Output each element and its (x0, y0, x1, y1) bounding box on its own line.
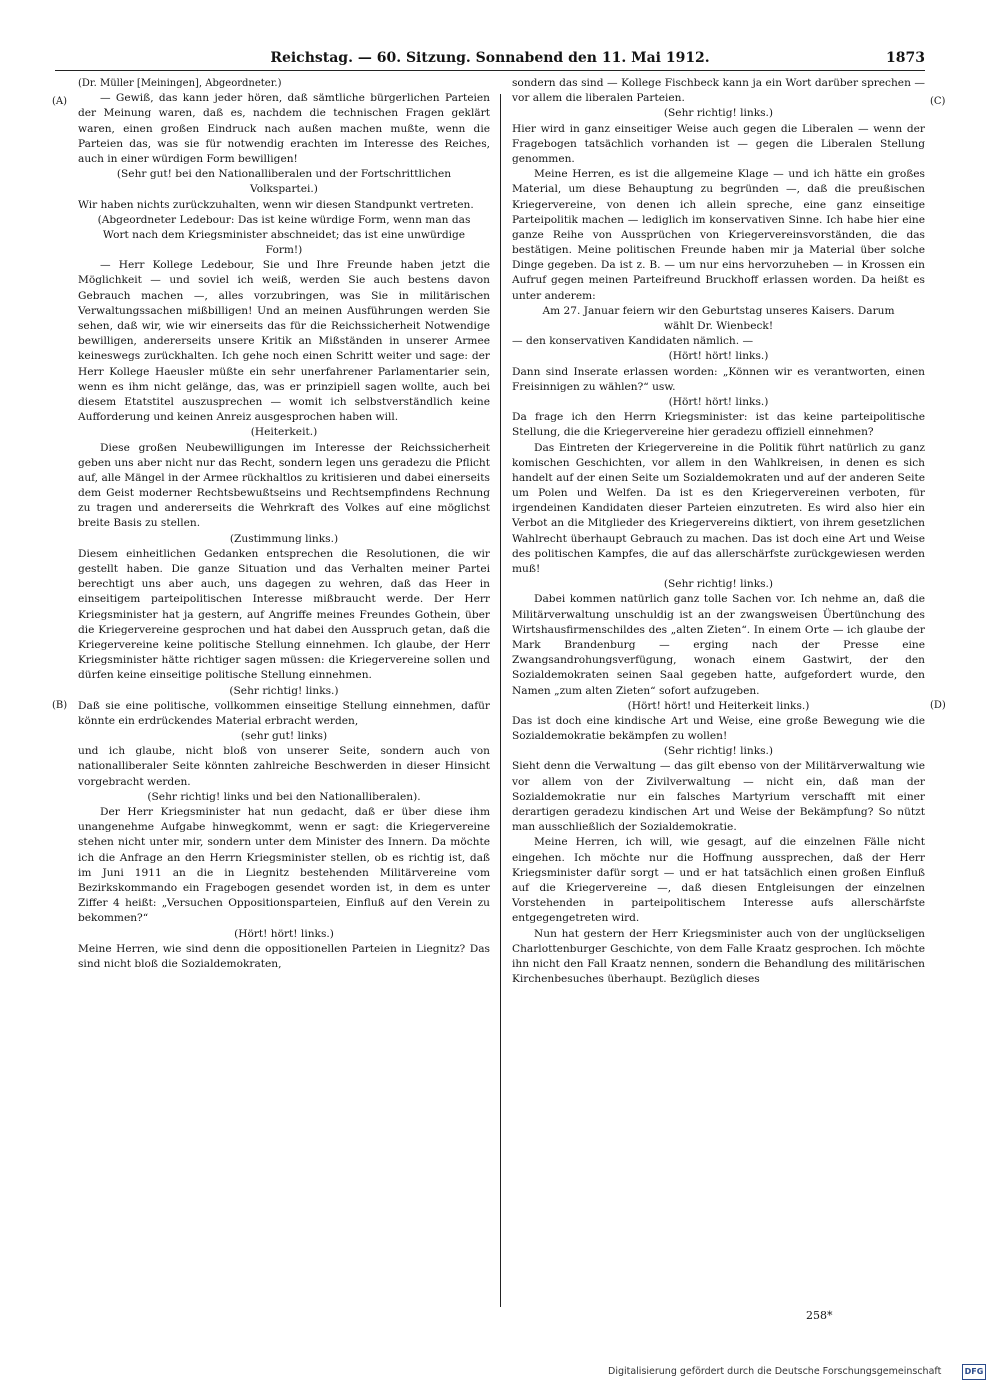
interjection: (sehr gut! links) (240, 730, 328, 743)
paragraph: Daß sie eine politische, vollkommen einseitige Stellung einnehmen, dafür könnte ein erdrückendes Material erbracht werden, (78, 699, 490, 727)
paragraph: — den konservativen Kandidaten nämlich. — (512, 335, 754, 348)
paragraph: Hier wird in ganz einseitiger Weise auch gegen die Liberalen — wenn der Fragebogen tatsächlich vorhanden ist — gegen die Liberalen Stellung genommen. (512, 122, 925, 165)
paragraph: — Herr Kollege Ledebour, Sie und Ihre Freunde haben jetzt die Möglichkeit — und soviel ich weiß, werden Sie auch bestens davon Gebrauch machen —, alles vorzubringen, was Sie in militärischen Verwaltungssachen mißbilligen! Und an meinen Ausführungen werden Sie sehen, daß wir, wie wir einerseits das für die Reichssicherheit Notwendige bewilligen, andererseits unsere Kritik an Mißständen in unserer Armee keineswegs zurückhalten. Ich gehe noch einen Schritt weiter und sage: der Herr Kollege Haeusler müßte ein sehr unerfahrener Parlamentarier sein, wenn es ihm nicht gelänge, das, was er prinzipiell sagen wollte, auch bei diesem Etatstitel auszusprechen — womit ich selbstverständlich keine Aufforderung und keinen Anreiz ausgesprochen haben will. (78, 259, 490, 424)
paragraph: Sieht denn die Verwaltung — das gilt ebenso von der Militärverwaltung wie vor allem von der Zivilverwaltung — nicht ein, daß man der Sozialdemokratie nur ein falsches Martyrium verschafft mit einer derartigen geradezu kindischen Art und Weise der Bekämpfung? So nützt man ausschließlich der Sozialdemokratie. (512, 760, 925, 834)
paragraph: Meine Herren, wie sind denn die oppositionellen Parteien in Liegnitz? Das sind nicht bloß die Sozialdemokraten, (78, 942, 490, 970)
sheet-signature: 258* (806, 1309, 833, 1322)
paragraph: und ich glaube, nicht bloß von unserer Seite, sondern auch von nationalliberaler Seite könnten zahlreiche Beschwerden in dieser Hinsicht vorgebracht werden. (78, 745, 490, 788)
paragraph: Diese großen Neubewilligungen im Interesse der Reichssicherheit geben uns aber nicht nur das Recht, sondern legen uns geradezu die Pflicht auf, alle Mängel in der Armee rückhaltlos zu kritisieren und dabei einerseits dem Geist moderner Rechtsbewußtseins und Rechtsempfindens Rechnung zu tragen und andererseits die Wehrkraft des Volkes auf eine möglichst breite Basis zu stellen. (78, 441, 490, 530)
paragraph: Meine Herren, ich will, wie gesagt, auf die einzelnen Fälle nicht eingehen. Ich möchte nur die Hoffnung aussprechen, daß der Herr Kriegsminister dafür sorgt — und er hat tatsächlich einen großen Einfluß auf die Kriegervereine —, daß diesen Entgleisungen der einzelnen Vorstehenden in parteipolitischem Interesse aufs allerschärfste entgegengetreten wird. (512, 836, 925, 925)
header-title: Reichstag. — 60. Sitzung. Sonnabend den 11. Mai 1912. (270, 50, 710, 66)
header-rule (55, 70, 925, 71)
interjection: (Hört! hört! und Heiterkeit links.) (627, 699, 810, 712)
interjection: (Heiterkeit.) (250, 426, 318, 439)
margin-letter-b: (B) (52, 700, 68, 711)
margin-letter-c: (C) (930, 96, 946, 107)
paragraph: — Gewiß, das kann jeder hören, daß sämtliche bürgerlichen Parteien der Meinung waren, daß es, nachdem die technischen Fragen geklärt waren, einen großen Eindruck nach außen machen mußte, wenn die Parteien das, was sie für notwendig erachten im Interesse des Reiches, auch in einer würdigen Form bewilligen! (78, 92, 490, 165)
paragraph: Nun hat gestern der Herr Kriegsminister auch von der unglückseligen Charlottenburger Geschichte, von dem Falle Kraatz gesprochen. Ich möchte ihn nicht den Fall Kraatz nennen, sondern die Behandlung des militärischen Kirchenbesuches überhaupt. Bezüglich dieses (512, 927, 925, 986)
margin-letter-a: (A) (52, 96, 68, 107)
interjection: (Sehr richtig! links.) (663, 107, 774, 120)
paragraph: Dabei kommen natürlich ganz tolle Sachen vor. Ich nehme an, daß die Militärverwaltung unschuldig ist an der zwangsweisen Übertünchung des Wirtshausfirmenschildes des „alten Zieten“. In einem Orte — ich glaube der Mark Brandenburg — erging nach der Presse eine Zwangsandrohungsverfügung, wonach einem Gastwirt, der den Sozialdemokraten seinen Saal gegeben hatte, aufgefordert wurde, den Namen „zum alten Zieten“ sofort aufzugeben. (512, 593, 925, 697)
right-column (512, 76, 925, 987)
paragraph: Diesem einheitlichen Gedanken entsprechen die Resolutionen, die wir gestellt haben. Die ganze Situation und das Verhalten meiner Partei berechtigt uns aber auch, uns dagegen zu wehren, daß das Heer in einseitigem parteipolitischen Interesse mißbraucht werde. Der Herr Kriegsminister hat ja gestern, auf Angriffe meines Freundes Gothein, über die Kriegervereine gesprochen und hat dabei den Ausspruch getan, daß die Kriegervereine keine politische Stellung einnehmen. Ich glaube, der Herr Kriegsminister hätte richtiger sagen müssen: die Kriegervereine sollen und dürfen keine einseitige politische Stellung einnehmen. (78, 547, 490, 682)
interjection: (Abgeordneter Ledebour: Das ist keine würdige Form, wenn man das Wort nach dem Kriegsminister abschneidet; das ist eine unwürdige Form!) (97, 213, 471, 257)
interjection: (Hört! hört! links.) (668, 395, 769, 408)
running-header (55, 50, 925, 70)
paragraph: sondern das sind — Kollege Fischbeck kann ja ein Wort darüber sprechen — vor allem die liberalen Parteien. (512, 77, 925, 105)
interjection: Am 27. Januar feiern wir den Geburtstag unseres Kaisers. Darum wählt Dr. Wienbeck! (542, 304, 895, 332)
interjection: (Sehr richtig! links.) (663, 745, 774, 758)
paragraph: Wir haben nichts zurückzuhalten, wenn wir diesen Standpunkt vertreten. (78, 198, 474, 211)
margin-letter-d: (D) (930, 700, 946, 711)
interjection: (Sehr gut! bei den Nationalliberalen und der Fortschrittlichen Volkspartei.) (116, 168, 452, 196)
interjection: (Dr. Müller [Meiningen], Abgeordneter.) (78, 78, 282, 89)
interjection: (Sehr richtig! links und bei den Nationalliberalen). (147, 790, 421, 803)
paragraph: Da frage ich den Herrn Kriegsminister: ist das keine parteipolitische Stellung, die die Kriegervereine hier geradezu offiziell einnehmen? (512, 411, 925, 439)
interjection: (Sehr richtig! links.) (229, 684, 339, 697)
paragraph: Der Herr Kriegsminister hat nun gedacht, daß er über diese ihm unangenehme Aufgabe hinwegkommt, wenn er sagt: die Kriegervereine stehen nicht unter mir, sondern unter dem Minister des Innern. Da möchte ich die Anfrage an den Herrn Kriegsminister stellen, ob es richtig ist, daß im Juni 1911 an die in Liegnitz bestehenden Militärvereine vom Bezirkskommando ein Fragebogen gesendet worden ist, in dem es unter Ziffer 4 heißt: „Versuchen Oppositionsparteien, Einfluß auf den Verein zu bekommen?“ (78, 806, 490, 925)
paragraph: Meine Herren, es ist die allgemeine Klage — und ich hätte ein großes Material, um diese Behauptung zu begründen —, daß die preußischen Kriegervereine, von denen ich allein spreche, eine ganz einseitige Parteipolitik machen — lediglich im konservativen Sinne. Ich habe hier eine ganze Reihe von Aussprüchen von Kriegervereinsvorständen, die das bestätigen. Meine politischen Freunde haben mir ja Material über solche Dinge gegeben. Da ist z. B. — um nur eins hervorzuheben — in Krossen ein Aufruf gegen meinen Parteifreund Bruckhoff erlassen worden. Da heißt es unter anderem: (512, 168, 925, 302)
paragraph: Dann sind Inserate erlassen worden: „Können wir es verantworten, einen Freisinnigen zu wählen?“ usw. (512, 365, 925, 393)
dfg-logo: DFG (962, 1364, 986, 1380)
paragraph: Das Eintreten der Kriegervereine in die Politik führt natürlich zu ganz komischen Geschichten, vor allem in den Wahlkreisen, in denen es sich handelt auf der einen Seite um Sozialdemokraten und auf der anderen Seite um Polen und Welfen. Da ist es den Kriegervereinen verboten, für irgendeinen Kandidaten dieser Parteien einzutreten. Es wird also hier ein Verbot an die Mitglieder des Kriegervereins diktiert, von ihrem gesetzlichen Wahlrecht überhaupt Gebrauch zu machen. Das ist doch eine Art und Weise des politischen Kampfes, die auf das allerschärfste zurückgewiesen werden muß! (512, 441, 925, 575)
digitization-note: Digitalisierung gefördert durch die Deutsche Forschungsgemeinschaft (608, 1366, 942, 1377)
left-column (78, 76, 490, 972)
interjection: (Zustimmung links.) (229, 532, 339, 545)
interjection: (Hört! hört! links.) (668, 350, 769, 363)
paragraph: Das ist doch eine kindische Art und Weise, eine große Bewegung wie die Sozialdemokratie bekämpfen zu wollen! (512, 714, 925, 743)
interjection: (Hört! hört! links.) (234, 927, 334, 940)
page-number: 1873 (886, 50, 925, 66)
interjection: (Sehr richtig! links.) (663, 578, 774, 591)
column-divider (500, 94, 501, 1307)
